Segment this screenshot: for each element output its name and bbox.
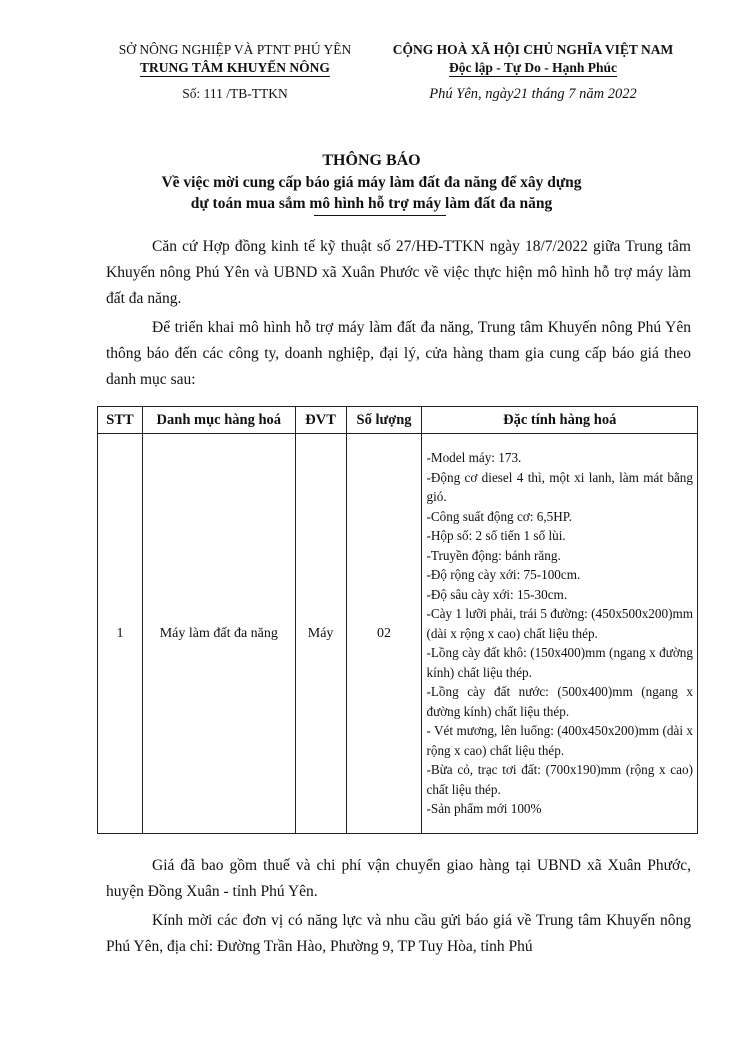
cell-item: Máy làm đất đa năng — [142, 434, 295, 834]
cell-quantity: 02 — [346, 434, 422, 834]
document-number: Số: 111 /TB-TTKN — [182, 86, 288, 101]
spec-line: -Truyền động: bánh răng. — [426, 547, 561, 563]
document-subject-line1: Về việc mời cung cấp báo giá máy làm đất đa năng để xây dựng — [161, 174, 582, 191]
paragraph-price-terms — [106, 853, 691, 905]
paragraph-legal-basis-text: Căn cứ Hợp đồng kinh tế kỹ thuật số 27/HĐ-TTKN ngày 18/7/2022 giữa Trung tâm Khuyến nông Phú Yên và UBND xã Xuân Phước về việc thực hiện mô hình hỗ trợ máy làm đất đa năng. — [106, 238, 691, 307]
document-title: THÔNG BÁO — [322, 152, 421, 169]
table-header-row — [98, 407, 698, 434]
paragraph-legal-basis — [106, 234, 691, 312]
spec-line: -Model máy: 173. — [426, 450, 522, 466]
spec-line: -Hộp số: 2 số tiến 1 số lùi. — [426, 528, 566, 544]
agency-name-text: TRUNG TÂM KHUYẾN NÔNG — [140, 60, 330, 75]
spec-line: -Sản phẩm mới 100% — [426, 801, 542, 817]
spec-line: -Cày 1 lưỡi phải, trái 5 đường: (450x500x200)mm (dài x rộng x cao) chất liệu thép. — [426, 606, 693, 641]
paragraph-price-terms-text: Giá đã bao gồm thuế và chi phí vận chuyển giao hàng tại UBND xã Xuân Phước, huyện Đồng Xuân - tỉnh Phú Yên. — [106, 857, 691, 900]
spec-line: -Công suất động cơ: 6,5HP. — [426, 508, 572, 524]
paragraph-invitation — [106, 908, 691, 960]
col-header-unit: ĐVT — [295, 407, 346, 434]
col-header-quantity: Số lượng — [346, 407, 422, 434]
cell-specs — [422, 434, 698, 834]
spec-line: - Vét mương, lên luống: (400x450x200)mm (dài x rộng x cao) chất liệu thép. — [426, 723, 693, 758]
table-row — [98, 434, 698, 834]
document-subject-line2 — [0, 195, 743, 213]
col-header-item: Danh mục hàng hoá — [142, 407, 295, 434]
spec-line: -Độ sâu cày xới: 15-30cm. — [426, 586, 568, 602]
paragraph-announcement — [106, 315, 691, 393]
spec-line: -Độ rộng cày xới: 75-100cm. — [426, 567, 581, 583]
national-title: CỘNG HOÀ XÃ HỘI CHỦ NGHĨA VIỆT NAM — [392, 42, 674, 57]
place-and-date: Phú Yên, ngày21 tháng 7 năm 2022 — [429, 86, 637, 102]
spec-line: -Lồng cày đất khô: (150x400)mm (ngang x đường kính) chất liệu thép. — [426, 645, 693, 680]
paragraph-invitation-text: Kính mời các đơn vị có năng lực và nhu cầu gửi báo giá về Trung tâm Khuyến nông Phú Yên, địa chỉ: Đường Trần Hào, Phường 9, TP Tuy Hòa, tỉnh Phú — [106, 912, 691, 955]
cell-unit: Máy — [295, 434, 346, 834]
national-motto — [372, 60, 694, 76]
spec-line: -Động cơ diesel 4 thì, một xi lanh, làm mát bằng gió. — [426, 469, 693, 505]
subject-underline — [314, 215, 446, 216]
col-header-specs: Đặc tính hàng hoá — [422, 407, 698, 434]
cell-stt: 1 — [98, 434, 143, 834]
agency-name — [104, 60, 366, 76]
spec-line: -Lồng cày đất nước: (500x400)mm (ngang x đường kính) chất liệu thép. — [426, 684, 693, 719]
agency-parent: SỞ NÔNG NGHIỆP VÀ PTNT PHÚ YÊN — [118, 42, 352, 57]
paragraph-announcement-text: Để triển khai mô hình hỗ trợ máy làm đất đa năng, Trung tâm Khuyến nông Phú Yên thông báo đến các công ty, doanh nghiệp, đại lý, cửa hàng tham gia cung cấp báo giá theo danh mục sau: — [106, 319, 691, 388]
goods-table — [97, 406, 698, 834]
col-header-stt: STT — [98, 407, 143, 434]
spec-line: -Bừa cỏ, trạc tơi đất: (700x190)mm (rộng x cao) chất liệu thép. — [426, 762, 693, 797]
national-motto-text: Độc lập - Tự Do - Hạnh Phúc — [449, 60, 617, 75]
document-subject-line2-text: dự toán mua sắm mô hình hỗ trợ máy làm đất đa năng — [190, 195, 553, 212]
